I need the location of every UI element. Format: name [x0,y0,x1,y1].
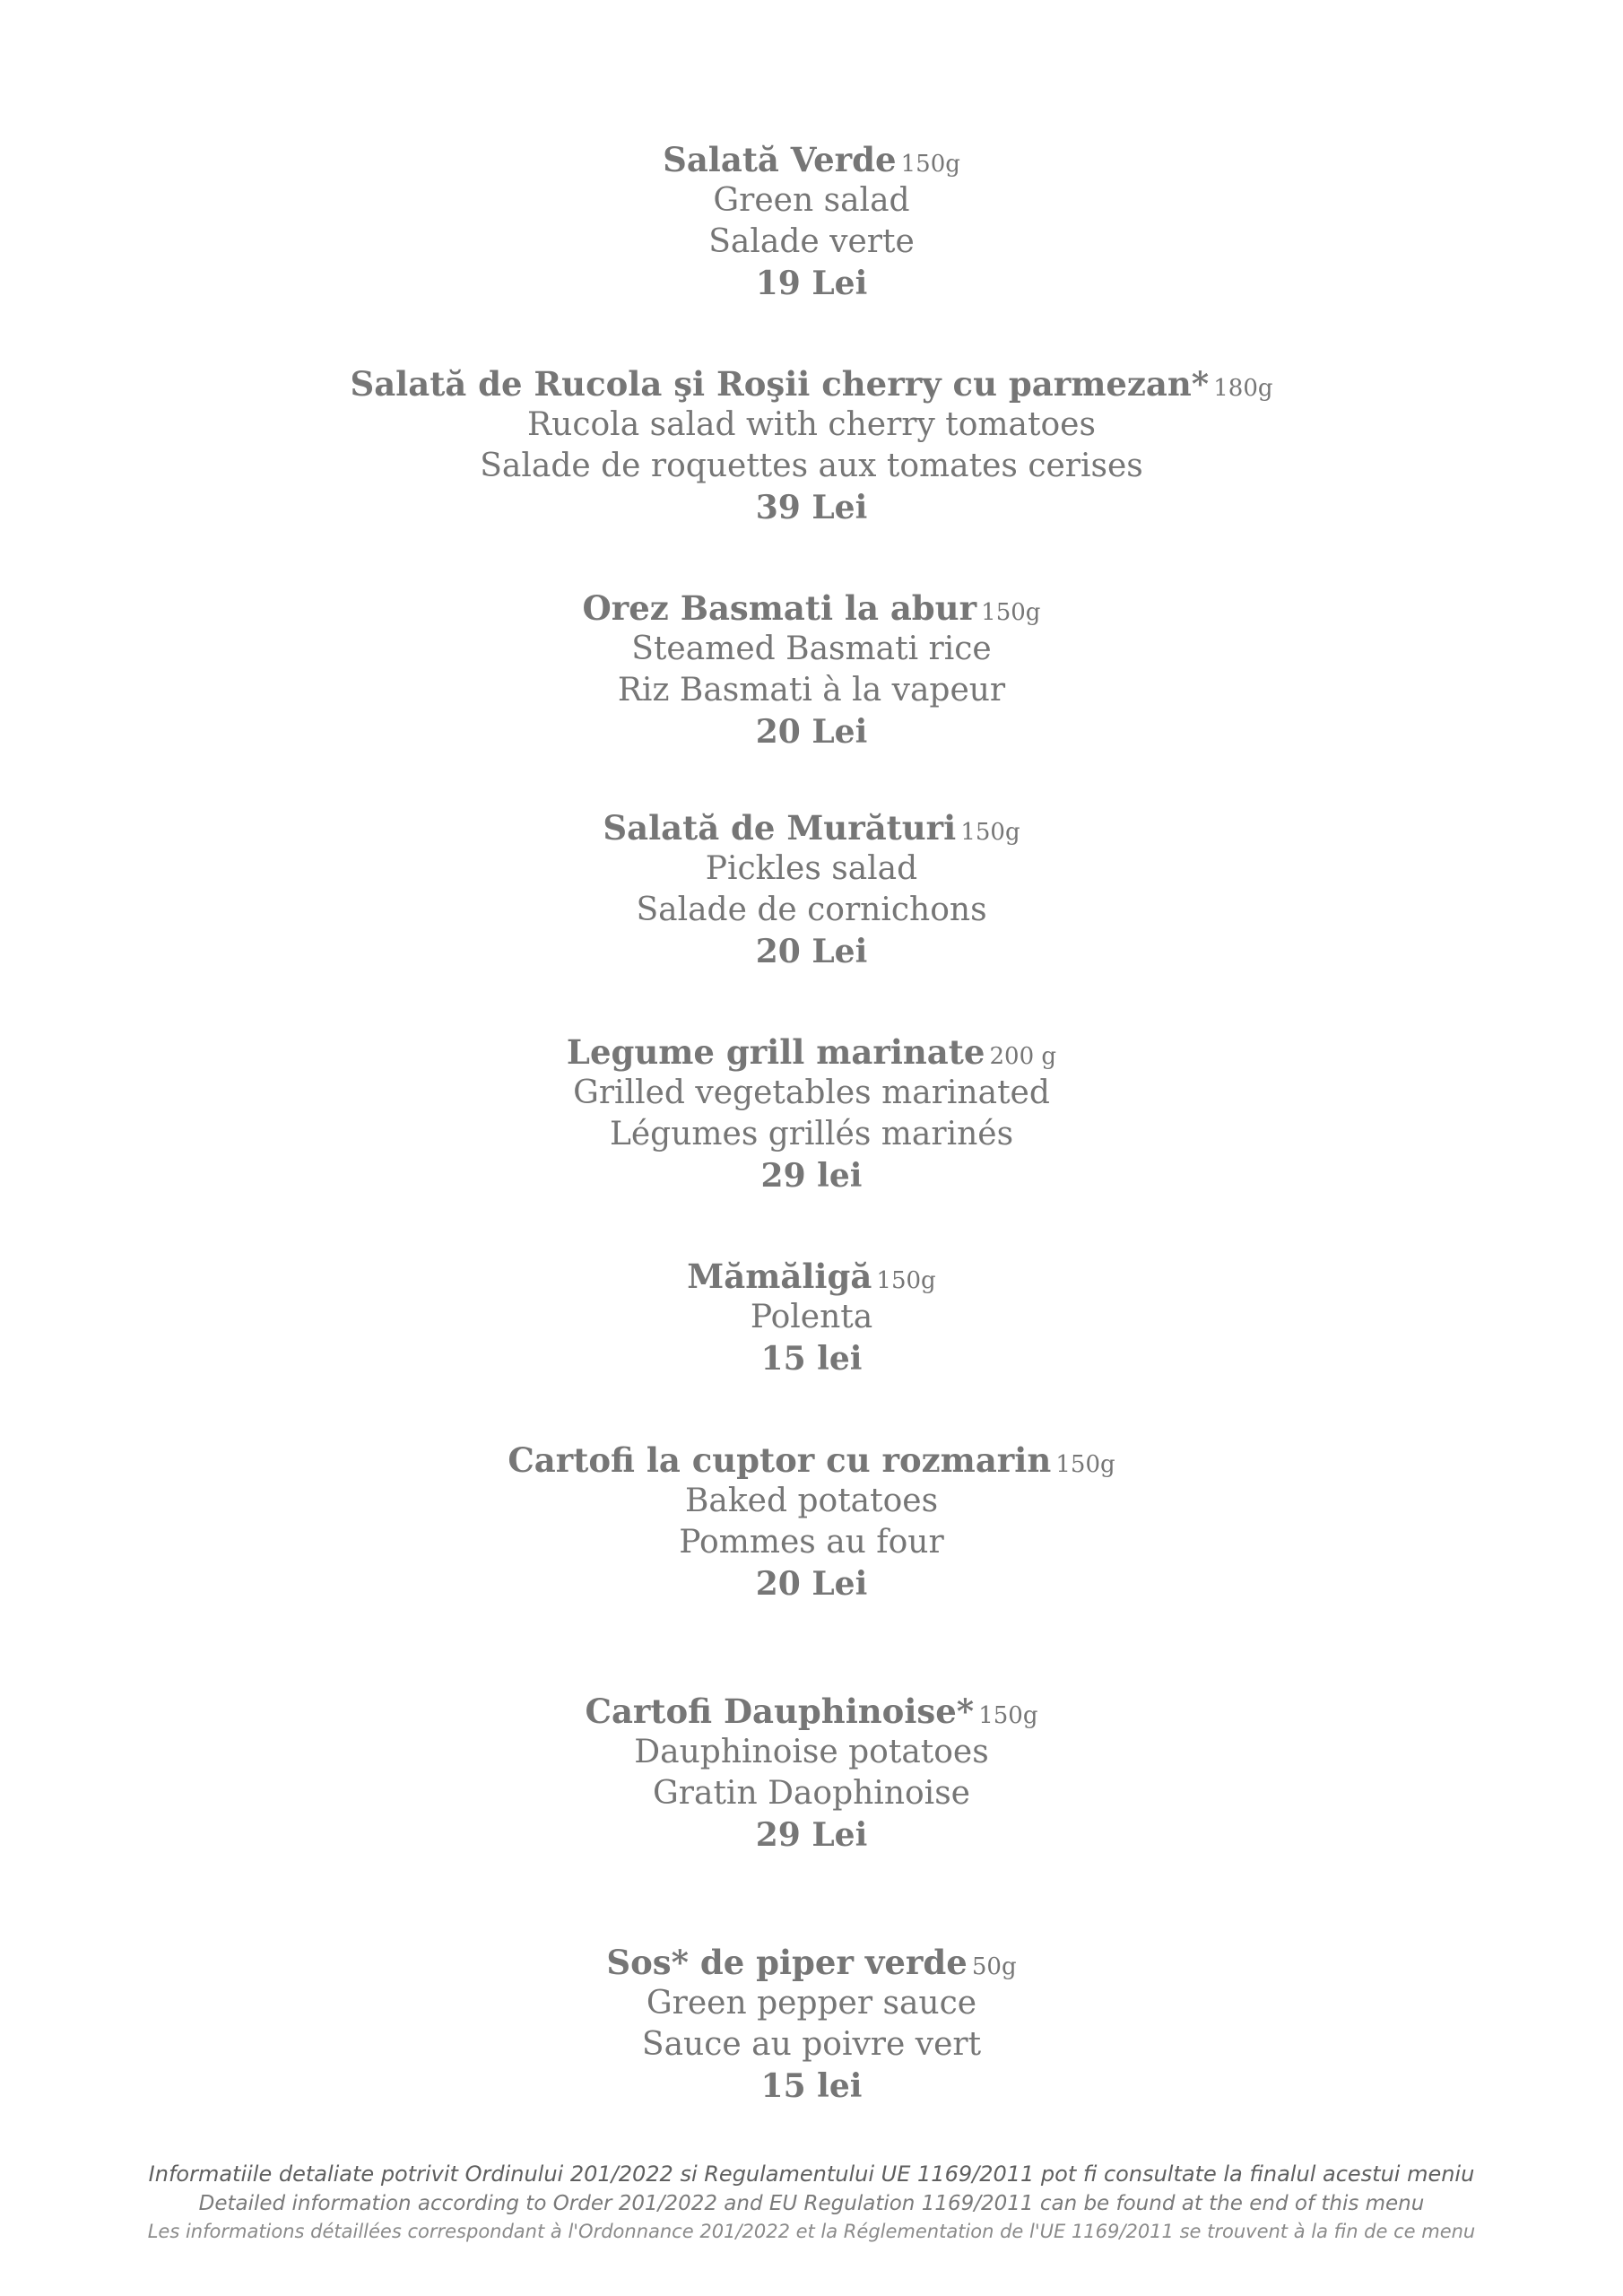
menu-item [0,807,1623,972]
menu-item-name: Sos* de piper verde [606,1943,968,1982]
menu-item-name: Legume grill marinate [566,1032,985,1072]
menu-item-price: 15 lei [760,1340,863,1378]
menu-item [0,1256,1623,1379]
menu-item [0,1439,1623,1605]
menu-item-title [0,1439,1623,1481]
menu-item-name: Orez Basmati la abur [582,588,977,628]
menu-item-description-en: Polenta [750,1299,873,1335]
menu-item-name: Mămăligă [687,1257,872,1296]
menu-item-name: Salată de Rucola şi Roşii cherry cu parmezan* [350,364,1210,404]
menu-item-description-fr: Salade verte [708,223,915,260]
menu-item-title [0,363,1623,404]
menu-item-title [0,1031,1623,1073]
menu-item-weight: 150g [900,151,960,178]
menu-item-weight: 50g [971,1953,1017,1980]
menu-item-description-en: Green salad [713,182,910,219]
menu-item-weight: 150g [960,819,1020,846]
menu-item-price: 39 Lei [755,489,868,526]
footer-note-ro: Informatiile detaliate potrivit Ordinului 201/2022 si Regulamentului UE 1169/2011 pot fi consultate la finalul acestui meniu [148,2161,1475,2187]
menu-item-weight: 180g [1213,375,1273,402]
menu-item-weight: 150g [876,1267,936,1294]
menu-item-weight: 150g [1055,1451,1115,1478]
menu-item-description-en: Rucola salad with cherry tomatoes [527,406,1096,443]
menu-item-price: 20 Lei [755,933,868,970]
menu-item [0,363,1623,528]
menu-item-name: Cartofi la cuptor cu rozmarin [508,1440,1052,1480]
menu-item [0,587,1623,752]
menu-item-description-fr: Sauce au poivre vert [641,2026,982,2063]
menu-item-name: Salată de Murături [603,808,957,848]
menu-item-name: Cartofi Dauphinoise* [585,1692,975,1731]
menu-item-price: 20 Lei [755,713,868,751]
footer-note-fr: Les informations détaillées correspondant à l'Ordonnance 201/2022 et la Réglementation de l'UE 1169/2011 se trouvent à la fin de ce menu [147,2221,1476,2242]
menu-item-description-en: Baked potatoes [684,1483,939,1519]
menu-item-price: 15 lei [760,2067,863,2105]
legal-footer [0,2159,1623,2245]
menu-item-title [0,139,1623,180]
menu-item-description-fr: Salade de cornichons [636,891,987,928]
menu-item-description-fr: Salade de roquettes aux tomates cerises [480,448,1143,484]
menu-item-description-en: Green pepper sauce [646,1985,977,2022]
menu-item [0,1031,1623,1196]
menu-item-price: 20 Lei [755,1565,868,1603]
menu-item-title [0,1942,1623,1983]
menu-item-title [0,807,1623,848]
menu-item-description-fr: Pommes au four [679,1524,944,1561]
menu-item [0,1942,1623,2107]
menu-item-weight: 200 g [989,1043,1057,1070]
menu-item-description-en: Pickles salad [705,850,918,887]
menu-item [0,1691,1623,1856]
footer-note-en: Detailed information according to Order 201/2022 and EU Regulation 1169/2011 can be found at the end of this menu [198,2192,1425,2215]
menu-item-description-fr: Légumes grillés marinés [609,1116,1014,1152]
menu-item-description-en: Grilled vegetables marinated [573,1074,1050,1111]
menu-item-description-fr: Riz Basmati à la vapeur [617,672,1006,709]
menu-item-weight: 150g [978,1702,1038,1729]
menu-item-description-en: Dauphinoise potatoes [634,1734,989,1770]
menu-item-title [0,1691,1623,1732]
menu-item-price: 29 lei [760,1157,863,1195]
menu-item-title [0,1256,1623,1297]
menu-item-price: 19 Lei [755,265,868,302]
menu-item-price: 29 Lei [755,1816,868,1854]
menu-item-name: Salată Verde [663,140,897,179]
menu-item-title [0,587,1623,629]
menu-item-description-en: Steamed Basmati rice [631,631,992,667]
menu-item [0,139,1623,304]
menu-item-description-fr: Gratin Daophinoise [653,1775,970,1812]
menu-item-weight: 150g [981,599,1041,626]
